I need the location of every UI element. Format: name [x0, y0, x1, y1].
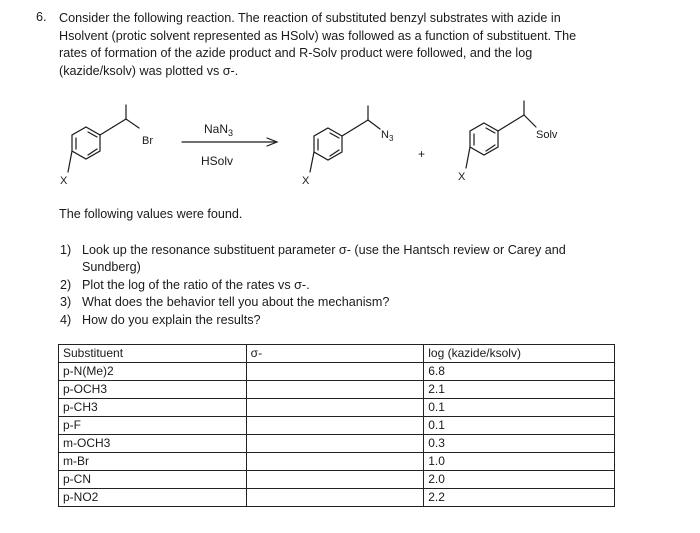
sigma-cell — [246, 489, 424, 507]
table-row — [59, 453, 615, 471]
reactant-substituent: X — [60, 175, 68, 187]
log-ratio-cell: 2.1 — [424, 381, 615, 399]
sigma-cell — [246, 417, 424, 435]
intro-line: (kazide/ksolv) was plotted vs σ-. — [59, 63, 239, 78]
reaction-scheme — [0, 92, 700, 202]
log-ratio-cell: 0.1 — [424, 417, 615, 435]
table-row — [59, 435, 615, 453]
sigma-cell — [246, 363, 424, 381]
question-item-text: How do you explain the results? — [82, 312, 261, 327]
table-row — [59, 381, 615, 399]
log-ratio-cell: 1.0 — [424, 453, 615, 471]
sigma-cell — [246, 435, 424, 453]
reagent-below: HSolv — [201, 154, 234, 168]
sigma-cell — [246, 381, 424, 399]
log-ratio-cell: 0.1 — [424, 399, 615, 417]
plus-sign: + — [418, 147, 426, 161]
reaction-arrow — [182, 138, 277, 146]
substituent-cell: p-N(Me)2 — [59, 363, 247, 381]
reagent-above: NaN$_3$ — [204, 122, 234, 138]
question-item-number: 1) — [60, 243, 72, 257]
question-item-text: Sundberg) — [82, 260, 141, 275]
found-text: The following values were found. — [59, 207, 243, 221]
substituent-cell: p-F — [59, 417, 247, 435]
question-item — [60, 277, 620, 294]
table-row — [59, 471, 615, 489]
question-item-number: 3) — [60, 295, 72, 310]
question-item-number: 2) — [60, 277, 72, 292]
table-header-row — [59, 345, 615, 363]
solv-product-structure — [466, 101, 536, 168]
table-row — [59, 489, 615, 507]
table-row — [59, 417, 615, 435]
azide-product-substituent: X — [302, 175, 310, 187]
substituent-cell: m-Br — [59, 453, 247, 471]
reactant-leaving-group: Br — [142, 135, 153, 147]
table-row — [59, 399, 615, 417]
solv-group: Solv — [536, 129, 558, 141]
substituent-cell: m-OCH3 — [59, 435, 247, 453]
log-ratio-cell: 2.0 — [424, 471, 615, 489]
question-item — [60, 294, 620, 311]
question-item-text: Look up the resonance substituent parameter σ- (use the Hantsch review or Carey and — [82, 243, 566, 257]
question-item — [60, 312, 620, 329]
substituent-cell: p-OCH3 — [59, 381, 247, 399]
substituent-cell: p-NO2 — [59, 489, 247, 507]
header-sigma: σ- — [246, 345, 424, 363]
intro-line: Hsolvent (protic solvent represented as HSolv) was followed as a function of substituent. The — [59, 28, 577, 43]
log-ratio-cell: 6.8 — [424, 363, 615, 381]
sigma-cell — [246, 453, 424, 471]
table-row — [59, 363, 615, 381]
question-item-number: 4) — [60, 312, 72, 327]
intro-line: rates of formation of the azide product and R-Solv product were followed, and the log — [59, 46, 533, 60]
question-intro — [59, 10, 619, 80]
header-log-ratio: log (kazide/ksolv) — [424, 345, 615, 363]
azide-product-structure — [310, 106, 380, 172]
question-item — [60, 242, 620, 277]
question-item-text: What does the behavior tell you about the mechanism? — [82, 295, 390, 310]
substituent-cell: p-CH3 — [59, 399, 247, 417]
sigma-cell — [246, 471, 424, 489]
solv-product-substituent: X — [458, 171, 466, 183]
sigma-cell — [246, 399, 424, 417]
reactant-structure — [68, 105, 139, 172]
azide-group: $N_3$ — [381, 129, 394, 143]
log-ratio-cell: 0.3 — [424, 435, 615, 453]
question-list — [60, 242, 620, 329]
header-substituent: Substituent — [59, 345, 247, 363]
log-ratio-cell: 2.2 — [424, 489, 615, 507]
question-item-text: Plot the log of the ratio of the rates vs σ-. — [82, 277, 310, 292]
data-table — [58, 344, 615, 507]
substituent-cell: p-CN — [59, 471, 247, 489]
question-number: 6. — [36, 10, 47, 24]
intro-line: Consider the following reaction. The reaction of substituted benzyl substrates with azide in — [59, 11, 561, 25]
